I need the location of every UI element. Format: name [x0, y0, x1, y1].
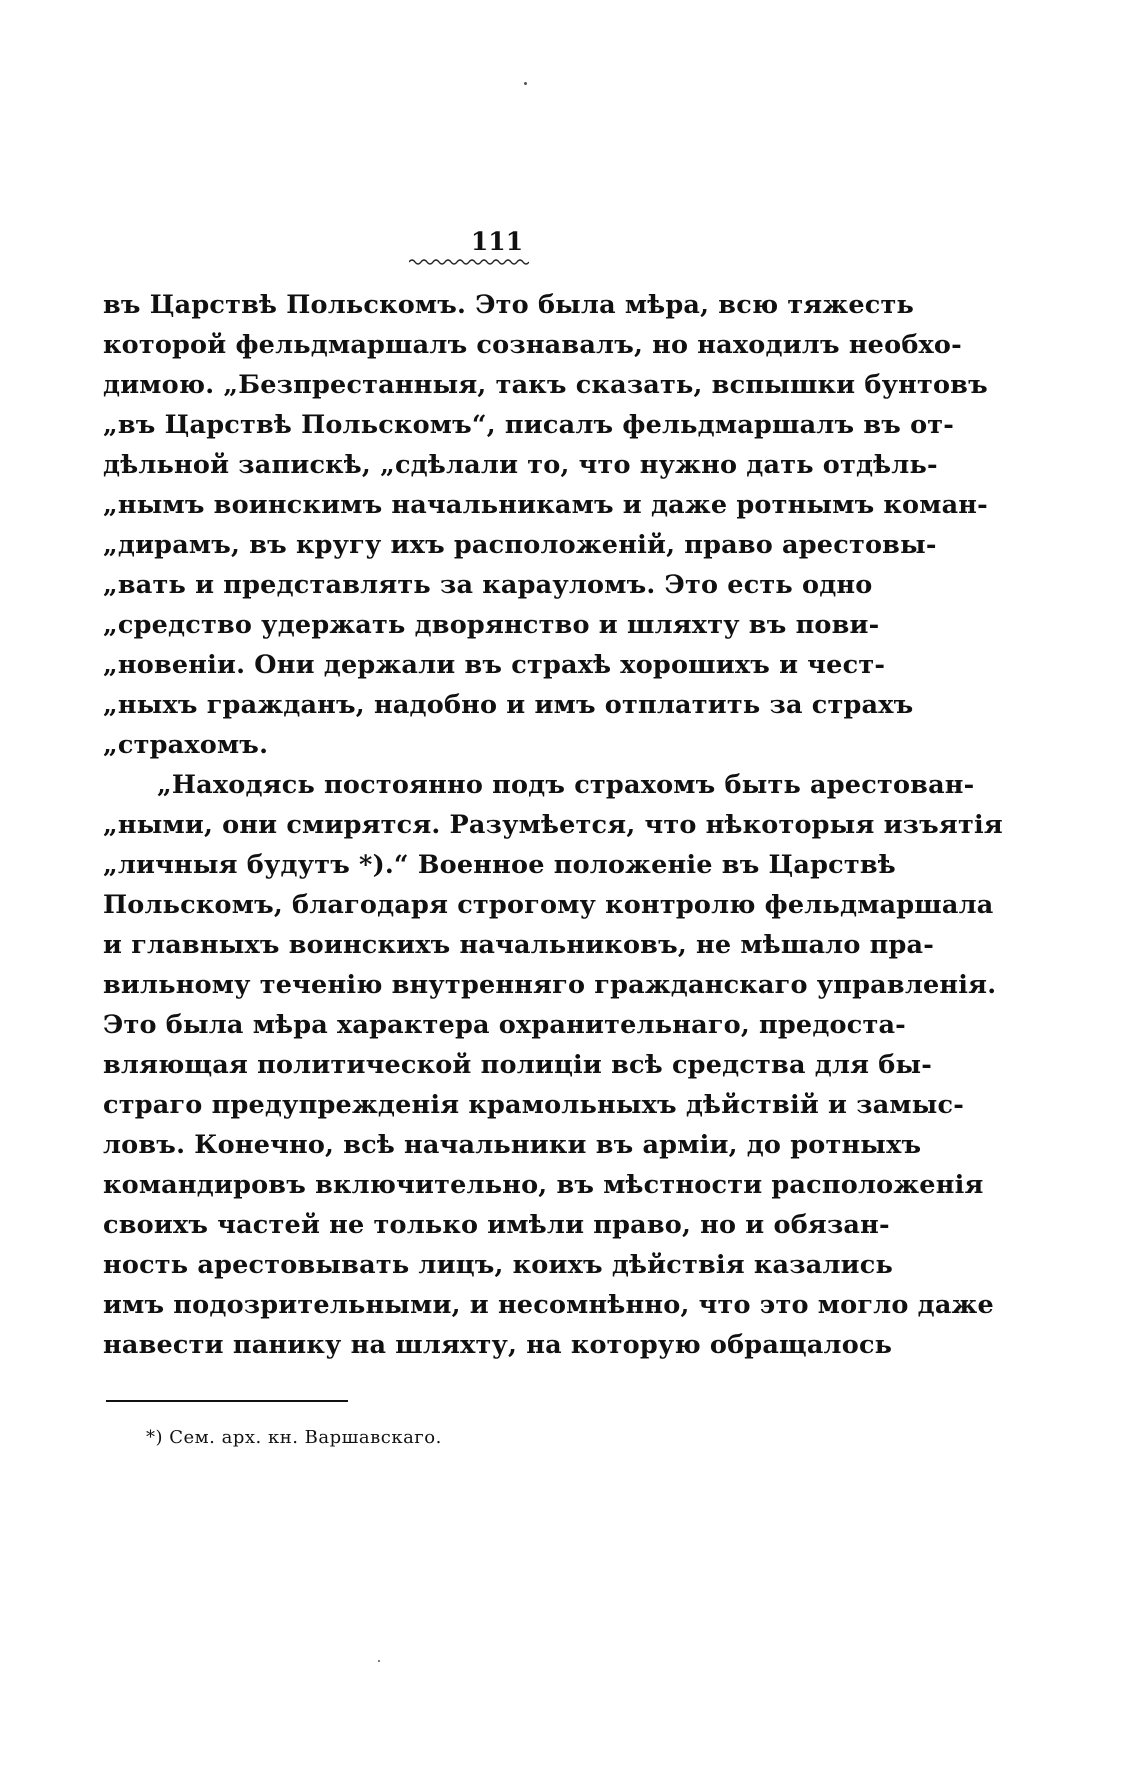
text-line: димою. „Безпрестанныя, такъ сказать, вспышки бунтовъ: [103, 370, 988, 400]
text-line: „ными, они смирятся. Разумѣется, что нѣкоторыя изъятiя: [103, 810, 1003, 840]
text-line: вляющая политической полицiи всѣ средства для бы-: [103, 1050, 933, 1080]
text-line: „ныхъ гражданъ, надобно и имъ отплатить за страхъ: [103, 690, 914, 720]
text-line: „нымъ воинскимъ начальникамъ и даже ротнымъ коман-: [103, 490, 988, 520]
text-line: „новенiи. Они держали въ страхѣ хорошихъ и чест-: [103, 650, 886, 680]
text-line: ловъ. Конечно, всѣ начальники въ армiи, до ротныхъ: [103, 1130, 922, 1160]
footnote-divider: [106, 1400, 348, 1402]
text-line: „личныя будутъ *).“ Военное положенiе въ Царствѣ: [103, 850, 896, 880]
text-line: страго предупрежденiя крамольныхъ дѣйствiй и замыс-: [103, 1090, 965, 1120]
page-number: 111: [470, 227, 524, 256]
page-number-ornament: [409, 258, 529, 266]
text-line: своихъ частей не только имѣли право, но и обязан-: [103, 1210, 890, 1240]
text-line: Польскомъ, благодаря строгому контролю фельдмаршала: [103, 890, 994, 920]
text-line: которой фельдмаршалъ сознавалъ, но находилъ необхо-: [103, 330, 962, 360]
text-line: имъ подозрительными, и несомнѣнно, что это могло даже: [103, 1290, 994, 1320]
text-line: „въ Царствѣ Польскомъ“, писалъ фельдмаршалъ въ от-: [103, 410, 955, 440]
footnote: *) Сем. арх. кн. Варшавскаго.: [146, 1427, 442, 1448]
main-text: [103, 285, 1003, 1365]
print-speck-top: [524, 82, 527, 85]
text-line: „дирамъ, въ кругу ихъ расположенiй, право арестовы-: [103, 530, 937, 560]
text-line: дѣльной запискѣ, „сдѣлали то, что нужно дать отдѣль-: [103, 450, 938, 480]
text-line: „страхомъ.: [103, 730, 269, 760]
text-line: „средство удержать дворянство и шляхту въ пови-: [103, 610, 880, 640]
print-speck-bottom: [378, 1660, 380, 1662]
text-line: командировъ включительно, въ мѣстности расположенiя: [103, 1170, 984, 1200]
text-line: въ Царствѣ Польскомъ. Это была мѣра, всю тяжесть: [103, 290, 915, 320]
text-line: Это была мѣра характера охранительнаго, предоста-: [103, 1010, 906, 1040]
text-line: „Находясь постоянно подъ страхомъ быть арестован-: [157, 770, 975, 800]
text-line: и главныхъ воинскихъ начальниковъ, не мѣшало пра-: [103, 930, 935, 960]
text-line: „вать и представлять за карауломъ. Это есть одно: [103, 570, 873, 600]
text-line: вильному теченiю внутренняго гражданскаго управленiя.: [103, 970, 997, 1000]
text-line: навести панику на шляхту, на которую обращалось: [103, 1330, 893, 1360]
text-line: ность арестовывать лицъ, коихъ дѣйствiя казались: [103, 1250, 893, 1280]
